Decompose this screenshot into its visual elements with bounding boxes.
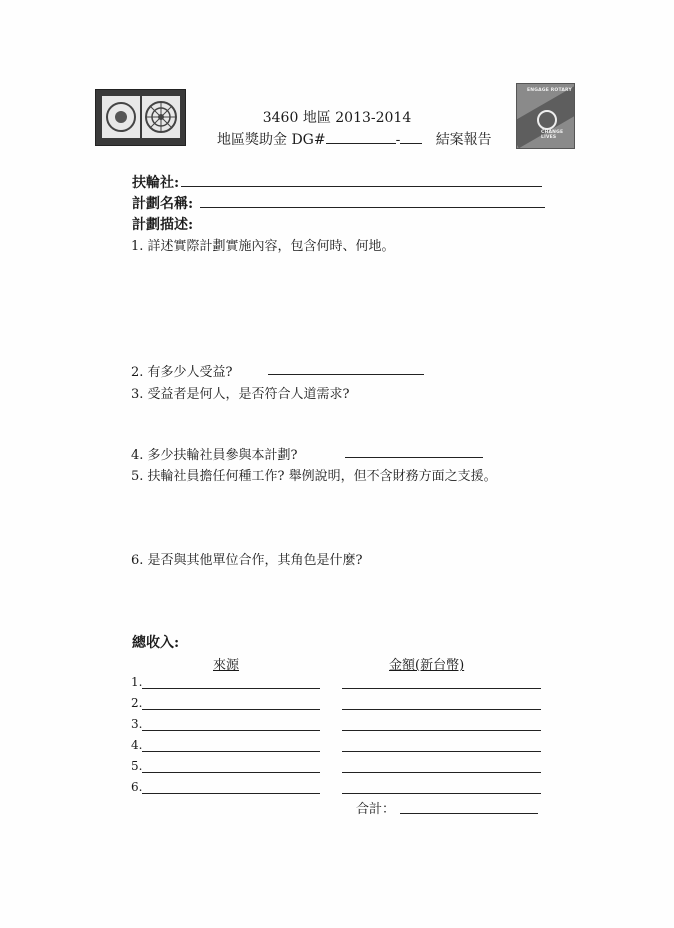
amount-line-6[interactable] [342,793,541,794]
amount-line-1[interactable] [342,688,541,689]
source-line-2[interactable] [142,709,320,710]
page-title-line1: 3460 地區 2013-2014 [262,110,412,126]
title-prefix: 地區獎助金 DG# [217,132,326,148]
question-2: 2. 有多少人受益? [131,365,233,380]
row-number-3: 3. [131,717,143,731]
dg-number-blank[interactable] [326,131,396,144]
title-dash: - [395,132,401,148]
income-title: 總收入: [132,635,180,651]
source-line-3[interactable] [142,730,320,731]
row-number-2: 2. [131,696,143,710]
source-line-1[interactable] [142,688,320,689]
row-number-5: 5. [131,759,143,773]
logo-text-bottom: CHANGE LIVES [541,130,564,140]
amount-column-header: 金額(新台幣) [389,658,465,673]
total-label: 合計： [356,802,396,817]
club-label: 扶輪社: [132,175,180,191]
beneficiaries-count-line[interactable] [268,374,424,375]
rotarians-count-line[interactable] [345,457,483,458]
dg-suffix-blank[interactable] [400,131,422,144]
project-name-input-line[interactable] [200,207,545,208]
source-line-4[interactable] [142,751,320,752]
row-number-4: 4. [131,738,143,752]
title-suffix: 結案報告 [435,132,492,148]
total-amount-line[interactable] [400,813,538,814]
logo-text-top: ENGAGE ROTARY [527,88,572,93]
amount-line-2[interactable] [342,709,541,710]
source-line-5[interactable] [142,772,320,773]
source-line-6[interactable] [142,793,320,794]
project-description-label: 計劃描述: [132,217,194,233]
row-number-6: 6. [131,780,143,794]
amount-line-3[interactable] [342,730,541,731]
question-4: 4. 多少扶輪社員參與本計劃? [131,448,298,463]
amount-line-5[interactable] [342,772,541,773]
project-name-label: 計劃名稱: [132,196,194,212]
question-5: 5. 扶輪社員擔任何種工作? 舉例說明，但不含財務方面之支援。 [131,469,497,484]
question-6: 6. 是否與其他單位合作，其角色是什麼? [131,553,363,568]
page-title-line2 [217,129,492,149]
question-3: 3. 受益者是何人，是否符合人道需求? [131,387,350,402]
source-column-header: 來源 [213,658,240,673]
question-1: 1. 詳述實際計劃實施內容，包含何時、何地。 [131,239,395,254]
row-number-1: 1. [131,675,143,689]
club-input-line[interactable] [181,186,542,187]
amount-line-4[interactable] [342,751,541,752]
